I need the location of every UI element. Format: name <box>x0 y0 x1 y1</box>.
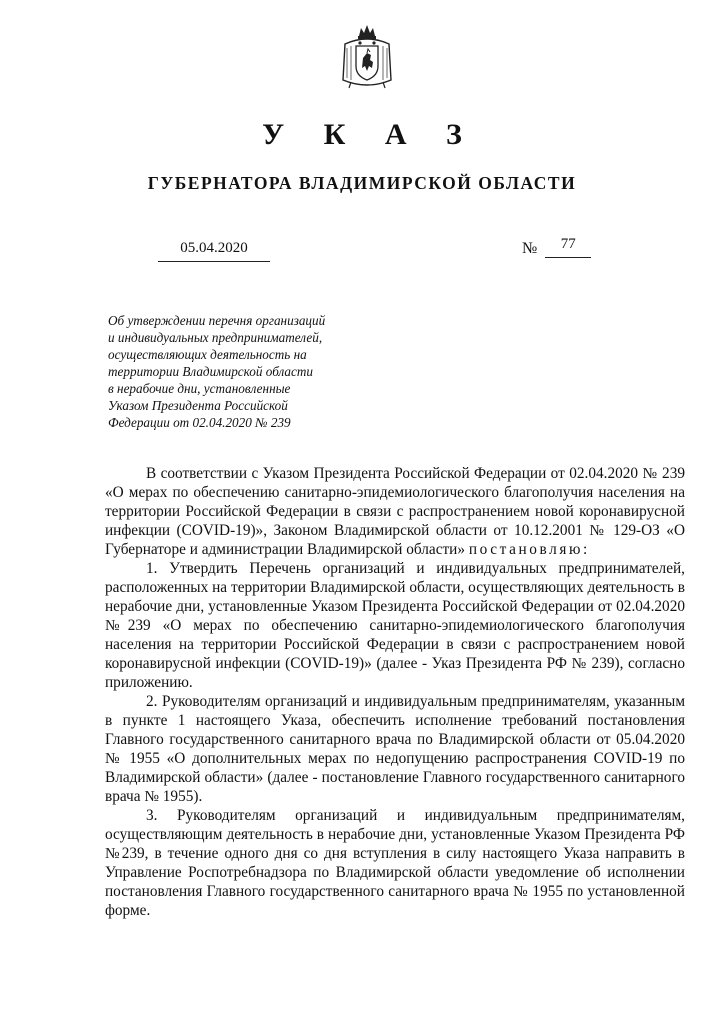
subject-line: Об утверждении перечня организаций <box>108 313 326 328</box>
coat-of-arms-emblem <box>337 22 397 92</box>
preamble-paragraph <box>105 464 685 559</box>
item-1-paragraph: 1. Утвердить Перечень организаций и индивидуальных предпринимателей, расположенных на территории Владимирской области, осуществляющих деятельность в нерабочие дни, установленные Указом Президента Российской Федерации от 02.04.2020 №239 «О мерах по обеспечению санитарно-эпидемиологического благополучия населения на территории Российской Федерации в связи с распространением новой коронавирусной инфекции (COVID-19)» (далее - Указ Президента РФ № 239), согласно приложению. <box>105 560 685 691</box>
decree-number: 77 <box>545 236 591 258</box>
subject-line: территории Владимирской области <box>108 364 313 379</box>
coat-of-arms-icon <box>337 22 397 92</box>
decree-word: постановляю: <box>468 541 590 558</box>
subject-line: Указом Президента Российской <box>108 398 288 413</box>
decree-subject <box>108 312 368 431</box>
document-title: У К А З <box>262 118 478 151</box>
decree-number-field <box>522 236 591 258</box>
preamble-text: В соответствии с Указом Президента Российской Федерации от 02.04.2020 № 239 «О мерах по обеспечению санитарно-эпидемиологического благополучия населения на территории Российской Федерации в связи с распространением новой коронавирусной инфекции (COVID-19)», Законом Владимирской области от 10.12.2001 № 129-ОЗ «О Губернаторе и администрации Владимирской области» <box>105 465 685 558</box>
number-sign: № <box>522 240 538 257</box>
document-subtitle: ГУБЕРНАТОРА ВЛАДИМИРСКОЙ ОБЛАСТИ <box>147 173 577 193</box>
subject-line: осуществляющих деятельность на <box>108 347 307 362</box>
subject-line: и индивидуальных предпринимателей, <box>108 330 323 345</box>
item-3-paragraph: 3. Руководителям организаций и индивидуальным предпринимателям, осуществляющим деятельность в нерабочие дни, установленные Указом Президента РФ №239, в течение одного дня со дня вступления в силу настоящего Указа направить в Управление Роспотребнадзора по Владимирской области уведомление об исполнении постановления Главного государственного санитарного врача № 1955 по установленной форме. <box>105 807 685 919</box>
subject-line: в нерабочие дни, установленные <box>108 381 291 396</box>
subject-line: Федерации от 02.04.2020 № 239 <box>108 415 291 430</box>
item-2-paragraph: 2. Руководителям организаций и индивидуальным предпринимателям, указанным в пункте 1 настоящего Указа, обеспечить исполнение требований постановления Главного государственного санитарного врача по Владимирской области от 05.04.2020 № 1955 «О дополнительных мерах по недопущению распространения COVID-19 по Владимирской области» (далее - постановление Главного государственного санитарного врача № 1955). <box>105 693 685 805</box>
decree-body <box>105 464 685 920</box>
decree-date: 05.04.2020 <box>158 240 270 262</box>
